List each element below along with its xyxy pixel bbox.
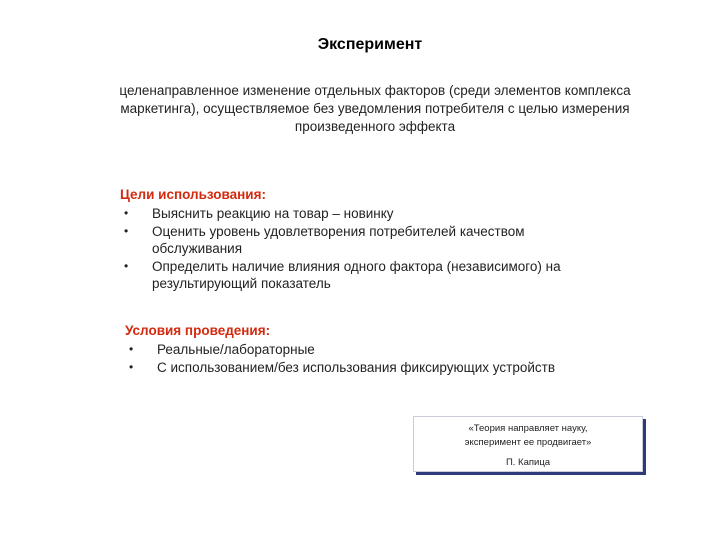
page-title: Эксперимент: [317, 36, 423, 53]
list-item: [120, 205, 600, 222]
goals-section: [120, 186, 600, 293]
definition-text: целенаправленное изменение отдельных факторов (среди элементов комплекса маркетинга), осуществляемое без уведомления потребителя с целью измерения произведенного эффекта: [119, 83, 631, 134]
quote-line-1: «Теория направляет науку,: [468, 423, 588, 434]
bullet-icon: •: [129, 360, 134, 374]
condition-item-text: Реальные/лабораторные: [157, 342, 315, 357]
list-item: [120, 223, 600, 257]
conditions-list: [125, 341, 605, 376]
goals-list: [120, 205, 600, 292]
goals-heading: Цели использования:: [120, 187, 266, 202]
goal-item-text: Оценить уровень удовлетворения потребителей качеством обслуживания: [152, 224, 525, 256]
conditions-heading: Условия проведения:: [125, 323, 271, 338]
quote-box: [413, 416, 643, 472]
list-item: [120, 258, 600, 292]
list-item: [125, 359, 605, 376]
bullet-icon: •: [124, 259, 129, 273]
quote-line-2: эксперимент ее продвигает»: [464, 437, 592, 448]
list-item: [125, 341, 605, 358]
goal-item-text: Выяснить реакцию на товар – новинку: [152, 206, 394, 221]
bullet-icon: •: [124, 224, 129, 238]
bullet-icon: •: [129, 342, 134, 356]
conditions-section: [125, 322, 605, 377]
goal-item-text: Определить наличие влияния одного фактора (независимого) на результирующий показатель: [152, 259, 561, 291]
quote-author: П. Капица: [505, 457, 551, 468]
bullet-icon: •: [124, 206, 129, 220]
condition-item-text: С использованием/без использования фиксирующих устройств: [157, 360, 555, 375]
